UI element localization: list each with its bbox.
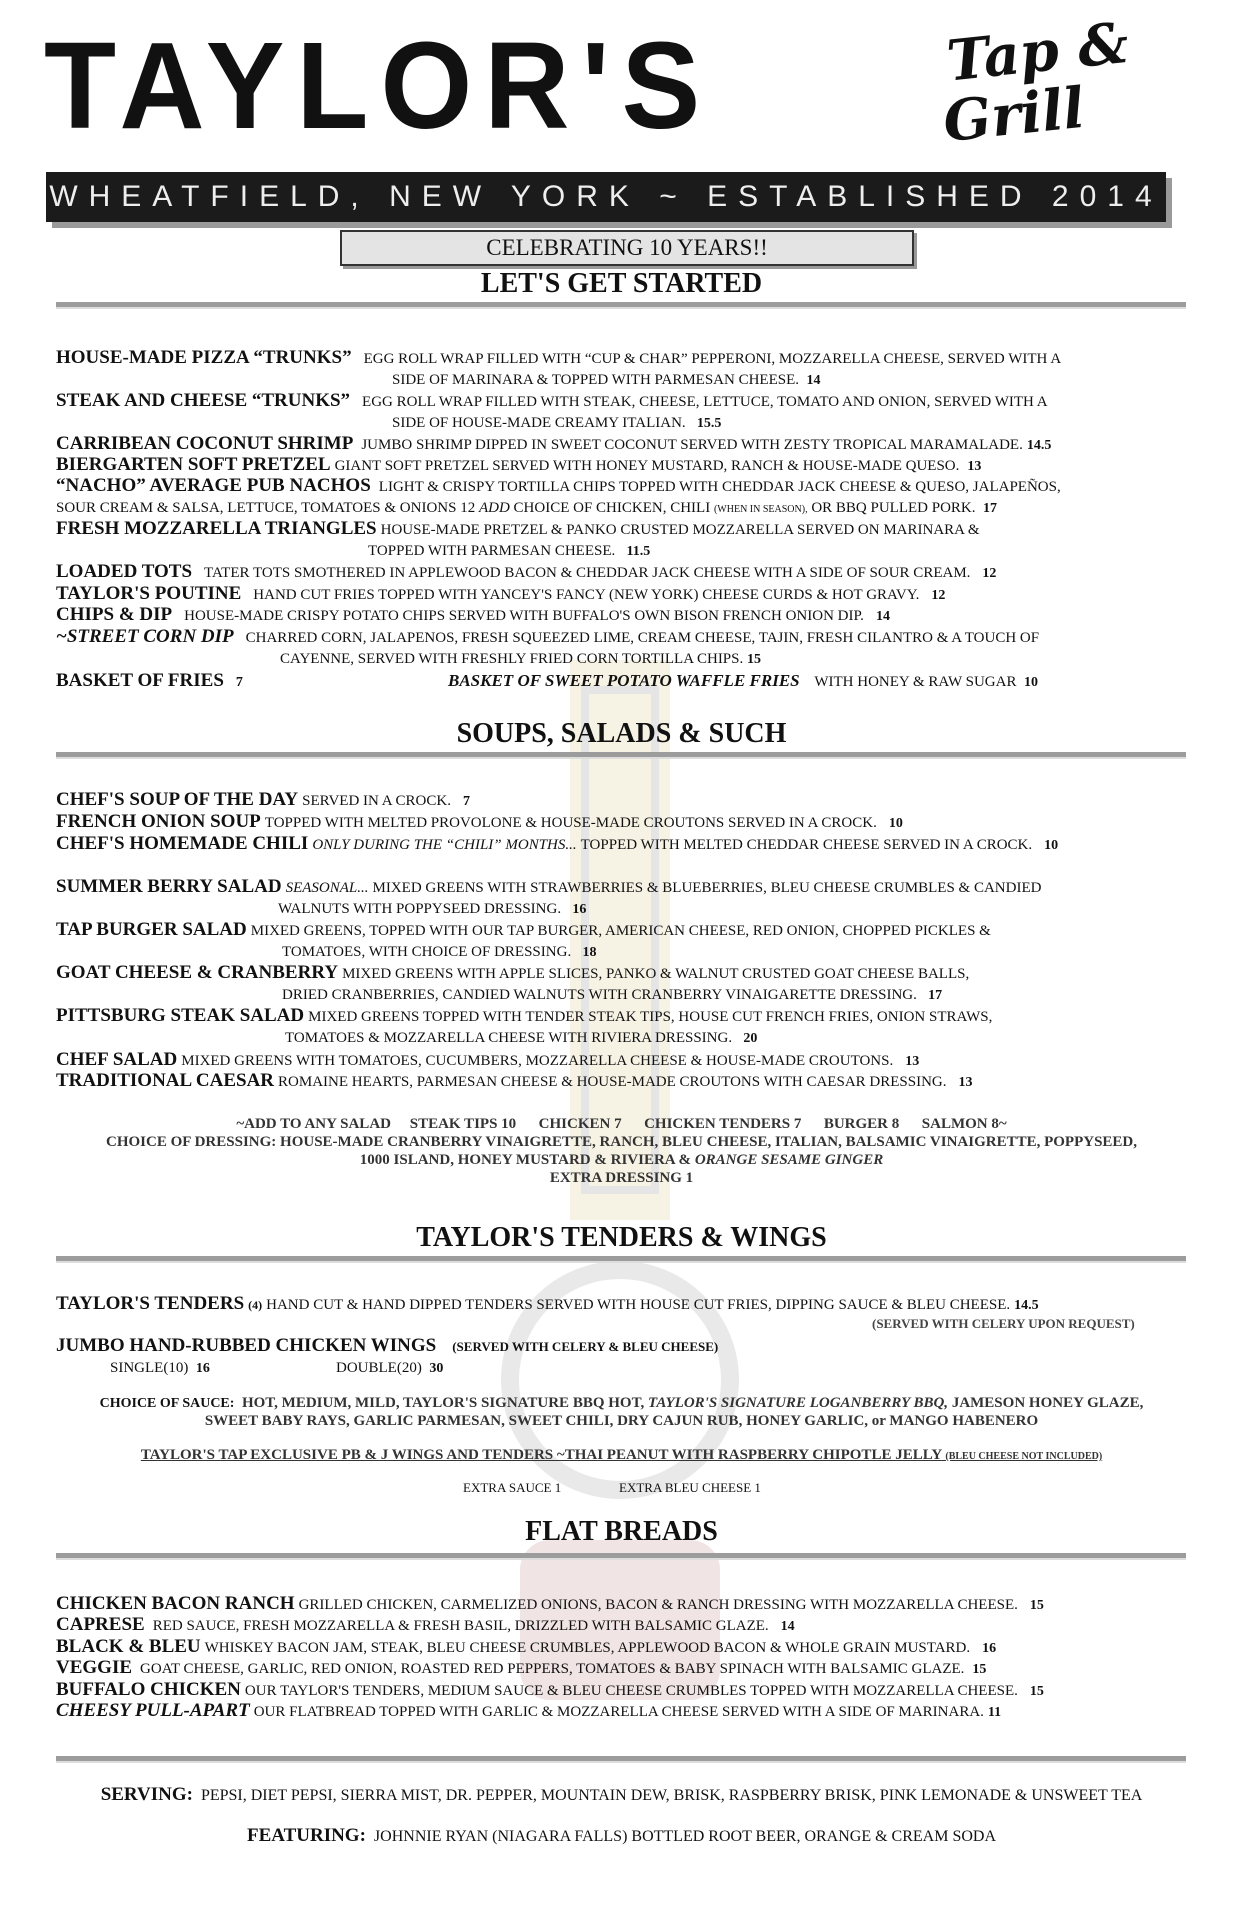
menu-item (56, 920, 1186, 941)
script-line-2: Grill (940, 74, 1088, 156)
item-name: CAPRESE (56, 1614, 145, 1635)
section-divider (56, 1756, 1186, 1763)
menu-item (56, 1637, 1186, 1659)
item-description: EGG ROLL WRAP FILLED WITH STEAK, CHEESE, LETTUCE, TOMATO AND ONION, SERVED WITH A (362, 394, 1048, 410)
item-description: HAND CUT & HAND DIPPED TENDERS SERVED WITH HOUSE CUT FRIES, DIPPING SAUCE & BLEU CHEESE. (266, 1297, 1011, 1313)
item-description: OUR TAYLOR'S TENDERS, MEDIUM SAUCE & BLEU CHEESE CRUMBLES TOPPED WITH MOZZARELLA CHEESE. (244, 1683, 1018, 1699)
item-name: TRADITIONAL CAESAR (56, 1070, 275, 1091)
menu-item (56, 476, 1186, 497)
item-price: 14 (806, 373, 821, 388)
item-name: BIERGARTEN SOFT PRETZEL (56, 454, 331, 475)
item-name: VEGGIE (56, 1657, 133, 1678)
item-description: GIANT SOFT PRETZEL SERVED WITH HONEY MUSTARD, RANCH & HOUSE-MADE QUESO. (334, 458, 960, 474)
item-description-cont: TOPPED WITH PARMESAN CHEESE. (368, 543, 616, 559)
item-description: HOUSE-MADE CRISPY POTATO CHIPS SERVED WITH BUFFALO'S OWN BISON FRENCH ONION DIP. (184, 608, 864, 624)
item-description: WITH HONEY & RAW SUGAR (814, 674, 1017, 690)
item-description-cont: TOMATOES, WITH CHOICE OF DRESSING. (282, 944, 572, 960)
item-name: GOAT CHEESE & CRANBERRY (56, 962, 339, 983)
item-price: 11.5 (626, 544, 651, 559)
item-name: CHICKEN BACON RANCH (56, 1593, 295, 1614)
item-continuation (285, 1028, 757, 1049)
add-label: ADD (478, 500, 510, 516)
item-price: 16 (982, 1641, 997, 1656)
menu-item (56, 1680, 1186, 1702)
serving-drinks: PEPSI, DIET PEPSI, SIERRA MIST, DR. PEPPER, MOUNTAIN DEW, BRISK, RASPBERRY BRISK, PINK LEMONADE & UNSWEET TEA (200, 1787, 1143, 1804)
item-description: LIGHT & CRISPY TORTILLA CHIPS TOPPED WITH CHEDDAR JACK CHEESE & QUESO, JALAPEÑOS, (378, 479, 1061, 495)
celebrating-box: CELEBRATING 10 YEARS!! (340, 230, 914, 266)
item-continuation (282, 942, 596, 963)
item-price: 15 (747, 652, 761, 667)
item-price: 16 (572, 902, 587, 917)
item-price: 7 (462, 794, 470, 809)
item-price: 13 (967, 459, 982, 474)
section-title-started: LET'S GET STARTED (480, 268, 763, 299)
menu-item (56, 348, 1186, 369)
menu-item (56, 455, 1186, 477)
item-note: (SERVED WITH CELERY & BLEU CHEESE) (452, 1339, 719, 1354)
item-description: GRILLED CHICKEN, CARMELIZED ONIONS, BACON & RANCH DRESSING WITH MOZZARELLA CHEESE. (298, 1597, 1018, 1613)
menu-item (56, 1294, 1186, 1316)
menu-item (56, 790, 1186, 812)
dressing-special: ORANGE SESAME GINGER (694, 1152, 884, 1168)
item-price: 10 (1023, 675, 1038, 690)
item-name: STEAK AND CHEESE “TRUNKS” (56, 390, 351, 411)
item-price: 17 (928, 988, 943, 1003)
item-price: 7 (235, 675, 243, 690)
exclusive-wings (0, 1446, 1243, 1466)
menu-item (56, 627, 1186, 648)
menu-item (56, 562, 1186, 584)
item-name: ~STREET CORN DIP (56, 626, 234, 647)
wings-single (110, 1358, 210, 1379)
item-description: JUMBO SHRIMP DIPPED IN SWEET COCONUT SERVED WITH ZESTY TROPICAL MARAMALADE. (361, 437, 1023, 453)
featuring-label: FEATURING: (246, 1825, 366, 1846)
item-count: (4) (248, 1298, 263, 1312)
dressing-list: 1000 ISLAND, HONEY MUSTARD & RIVIERA & (359, 1152, 692, 1168)
item-name: CARRIBEAN COCONUT SHRIMP (56, 433, 354, 454)
item-name: FRENCH ONION SOUP (56, 811, 261, 832)
menu-item (56, 1701, 1186, 1723)
menu-item (56, 1594, 1186, 1616)
item-name: CHEESY PULL-APART (56, 1700, 250, 1721)
item-price: 15 (972, 1662, 987, 1677)
section-divider (56, 302, 1186, 309)
extra-dressing: EXTRA DRESSING 1 (549, 1170, 694, 1186)
item-description: MIXED GREENS WITH APPLE SLICES, PANKO & WALNUT CRUSTED GOAT CHEESE BALLS, (342, 966, 970, 982)
item-name: LOADED TOTS (56, 561, 193, 582)
item-description: HAND CUT FRIES TOPPED WITH YANCEY'S FANCY (NEW YORK) CHEESE CURDS & HOT GRAVY. (253, 587, 920, 603)
item-name: BLACK & BLEU (56, 1636, 201, 1657)
dressing-choices: CHOICE OF DRESSING: HOUSE-MADE CRANBERRY VINAIGRETTE, RANCH, BLEU CHEESE, ITALIAN, BALSAMIC VINAIGRETTE, POPPYSEED, (105, 1134, 1138, 1150)
item-name: JUMBO HAND-RUBBED CHICKEN WINGS (56, 1335, 437, 1356)
item-description-cont: SIDE OF HOUSE-MADE CREAMY ITALIAN. (392, 415, 686, 431)
section-divider (56, 1553, 1186, 1560)
wings-double (336, 1358, 443, 1379)
item-description-cont: WALNUTS WITH POPPYSEED DRESSING. (278, 901, 562, 917)
menu-item (56, 605, 1186, 627)
sauce-choices-cont: SWEET BABY RAYS, GARLIC PARMESAN, SWEET CHILI, DRY CAJUN RUB, HONEY GARLIC, or MANGO HABENERO (204, 1413, 1039, 1429)
item-description: SERVED IN A CROCK. (302, 793, 451, 809)
menu-item (56, 1071, 1186, 1093)
item-continuation (368, 541, 650, 562)
item-continuation (56, 498, 997, 520)
item-price: 10 (888, 816, 903, 831)
item-name: TAYLOR'S TENDERS (56, 1293, 245, 1314)
item-price: 17 (983, 501, 998, 516)
sauce-choices (0, 1394, 1243, 1413)
menu-item (56, 834, 1186, 856)
item-description-cont: OR BBQ PULLED PORK. (811, 500, 976, 516)
item-price: 20 (743, 1031, 758, 1046)
item-price: 10 (1044, 838, 1059, 853)
item-description: TOPPED WITH MELTED CHEDDAR CHEESE SERVED IN A CROCK. (580, 837, 1033, 853)
menu-item (56, 1658, 1186, 1680)
item-price: 15 (1029, 1598, 1044, 1613)
item-price: 14.5 (1026, 438, 1052, 453)
dressing-choices-cont (0, 1151, 1243, 1170)
section-title-flatbreads: FLAT BREADS (525, 1516, 718, 1547)
featuring-drinks: JOHNNIE RYAN (NIAGARA FALLS) BOTTLED ROOT BEER, ORANGE & CREAM SODA (373, 1828, 997, 1845)
featuring-line (0, 1826, 1243, 1846)
serving-label: SERVING: (100, 1784, 193, 1805)
item-note: ONLY DURING THE “CHILI” MONTHS... (312, 837, 577, 853)
item-description: MIXED GREENS, TOPPED WITH OUR TAP BURGER, AMERICAN CHEESE, RED ONION, CHOPPED PICKLES & (250, 923, 991, 939)
salad-addons: ~ADD TO ANY SALAD STEAK TIPS 10 CHICKEN 7 CHICKEN TENDERS 7 BURGER 8 SALMON 8~ (236, 1116, 1007, 1132)
tap-grill-script-logo (940, 9, 1137, 156)
section-title-soups: SOUPS, SALADS & SUCH (456, 718, 787, 749)
item-description: MIXED GREENS WITH STRAWBERRIES & BLUEBERRIES, BLEU CHEESE CRUMBLES & CANDIED (372, 880, 1042, 896)
item-description: CHARRED CORN, JALAPENOS, FRESH SQUEEZED LIME, CREAM CHEESE, TAJIN, FRESH CILANTRO & A TOUCH OF (245, 630, 1040, 646)
item-price: 16 (195, 1361, 210, 1376)
menu-item (56, 812, 1186, 834)
location-banner: WHEATFIELD, NEW YORK ~ ESTABLISHED 2014 (46, 172, 1166, 222)
item-price: 12 (982, 566, 997, 581)
item-name: TAP BURGER SALAD (56, 919, 247, 940)
item-price: 14 (875, 609, 890, 624)
menu-item (56, 519, 1186, 540)
menu-item (56, 1050, 1186, 1072)
menu-item (56, 1615, 1186, 1637)
item-description-cont: SIDE OF MARINARA & TOPPED WITH PARMESAN CHEESE. (392, 372, 800, 388)
section-divider (56, 1256, 1186, 1263)
item-note: (WHEN IN SEASON), (713, 504, 808, 515)
item-note: SEASONAL... (285, 880, 369, 896)
sauce-label: CHOICE OF SAUCE: (99, 1396, 235, 1411)
item-description: RED SAUCE, FRESH MOZZARELLA & FRESH BASIL, DRIZZLED WITH BALSAMIC GLAZE. (152, 1618, 769, 1634)
item-description: ROMAINE HEARTS, PARMESAN CHEESE & HOUSE-MADE CROUTONS WITH CAESAR DRESSING. (278, 1074, 947, 1090)
item-description: MIXED GREENS TOPPED WITH TENDER STEAK TIPS, HOUSE CUT FRENCH FRIES, ONION STRAWS, (308, 1009, 993, 1025)
item-description: EGG ROLL WRAP FILLED WITH “CUP & CHAR” PEPPERONI, MOZZARELLA CHEESE, SERVED WITH A (363, 351, 1062, 367)
menu-item (448, 671, 1038, 693)
brand-logo: TAYLOR'S (44, 16, 713, 156)
item-description-cont: CHOICE OF CHICKEN, CHILI (513, 500, 711, 516)
item-name: HOUSE-MADE PIZZA “TRUNKS” (56, 347, 352, 368)
size-label: SINGLE(10) (110, 1360, 189, 1376)
sauce-list: HOT, MEDIUM, MILD, TAYLOR'S SIGNATURE BBQ HOT, (241, 1395, 645, 1411)
item-continuation (278, 899, 586, 920)
item-name: CHIPS & DIP (56, 604, 173, 625)
item-description: MIXED GREENS WITH TOMATOES, CUCUMBERS, MOZZARELLA CHEESE & HOUSE-MADE CROUTONS. (181, 1053, 894, 1069)
item-continuation (280, 649, 761, 670)
item-description: WHISKEY BACON JAM, STEAK, BLEU CHEESE CRUMBLES, APPLEWOOD BACON & WHOLE GRAIN MUSTARD. (204, 1640, 971, 1656)
item-description-cont: CAYENNE, SERVED WITH FRESHLY FRIED CORN TORTILLA CHIPS. (280, 651, 744, 667)
item-price: 13 (958, 1075, 973, 1090)
item-price: 18 (582, 945, 597, 960)
item-price: 14 (780, 1619, 795, 1634)
item-name: FRESH MOZZARELLA TRIANGLES (56, 518, 377, 539)
size-label: DOUBLE(20) (336, 1360, 422, 1376)
item-price: 14.5 (1014, 1298, 1039, 1313)
menu-item (56, 877, 1186, 898)
item-name: SUMMER BERRY SALAD (56, 876, 282, 897)
item-price: 15 (1029, 1684, 1044, 1699)
item-price: 15.5 (696, 416, 722, 431)
menu-item (56, 391, 1186, 412)
menu-item (56, 963, 1186, 984)
item-name: BASKET OF FRIES (56, 670, 224, 691)
menu-item (56, 1006, 1186, 1027)
tenders-note: (SERVED WITH CELERY UPON REQUEST) (872, 1316, 1135, 1331)
item-price: 12 (931, 588, 946, 603)
item-price: 30 (429, 1361, 444, 1376)
item-continuation (282, 985, 942, 1006)
item-name: TAYLOR'S POUTINE (56, 583, 242, 604)
extra-sauce: EXTRA SAUCE 1 (463, 1480, 562, 1495)
exclusive-text: TAYLOR'S TAP EXCLUSIVE PB & J WINGS AND TENDERS ~THAI PEANUT WITH RASPBERRY CHIPOTLE JELLY (140, 1447, 942, 1463)
item-continuation (392, 413, 721, 434)
item-name: CHEF'S HOMEMADE CHILI (56, 833, 309, 854)
item-description: GOAT CHEESE, GARLIC, RED ONION, ROASTED RED PEPPERS, TOMATOES & BABY SPINACH WITH BALSAMIC GLAZE. (140, 1661, 965, 1677)
script-line-1: Tap & (943, 9, 1132, 95)
item-description-cont: DRIED CRANBERRIES, CANDIED WALNUTS WITH CRANBERRY VINAIGARETTE DRESSING. (282, 987, 917, 1003)
item-continuation (392, 370, 821, 391)
item-description-cont: SOUR CREAM & SALSA, LETTUCE, TOMATOES & ONIONS 12 (56, 500, 476, 516)
item-name: BASKET OF SWEET POTATO WAFFLE FRIES (448, 671, 800, 690)
item-name: CHEF'S SOUP OF THE DAY (56, 789, 299, 810)
item-name: CHEF SALAD (56, 1049, 178, 1070)
item-description: TOPPED WITH MELTED PROVOLONE & HOUSE-MADE CROUTONS SERVED IN A CROCK. (264, 815, 877, 831)
sauce-list: JAMESON HONEY GLAZE, (951, 1395, 1144, 1411)
section-title-tenders: TAYLOR'S TENDERS & WINGS (416, 1222, 827, 1253)
item-price: 11 (987, 1705, 1002, 1720)
menu-item (56, 584, 1186, 606)
sauce-signature: TAYLOR'S SIGNATURE LOGANBERRY BBQ, (647, 1395, 949, 1411)
section-divider (56, 752, 1186, 759)
serving-line (0, 1785, 1243, 1805)
item-description-cont: TOMATOES & MOZZARELLA CHEESE WITH RIVIERA DRESSING. (285, 1030, 733, 1046)
item-description: OUR FLATBREAD TOPPED WITH GARLIC & MOZZARELLA CHEESE SERVED WITH A SIDE OF MARINARA. (253, 1704, 984, 1720)
item-name: PITTSBURG STEAK SALAD (56, 1005, 305, 1026)
extra-bleu: EXTRA BLEU CHEESE 1 (619, 1480, 761, 1495)
item-description: TATER TOTS SMOTHERED IN APPLEWOOD BACON & CHEDDAR JACK CHEESE WITH A SIDE OF SOUR CREAM. (204, 565, 971, 581)
menu-item (56, 434, 1186, 456)
item-description: HOUSE-MADE PRETZEL & PANKO CRUSTED MOZZARELLA SERVED ON MARINARA & (380, 522, 980, 538)
item-name: “NACHO” AVERAGE PUB NACHOS (56, 475, 371, 496)
item-price: 13 (905, 1054, 920, 1069)
menu-item (56, 1336, 1186, 1357)
exclusive-note: (BLEU CHEESE NOT INCLUDED) (945, 1451, 1103, 1462)
item-name: BUFFALO CHICKEN (56, 1679, 241, 1700)
